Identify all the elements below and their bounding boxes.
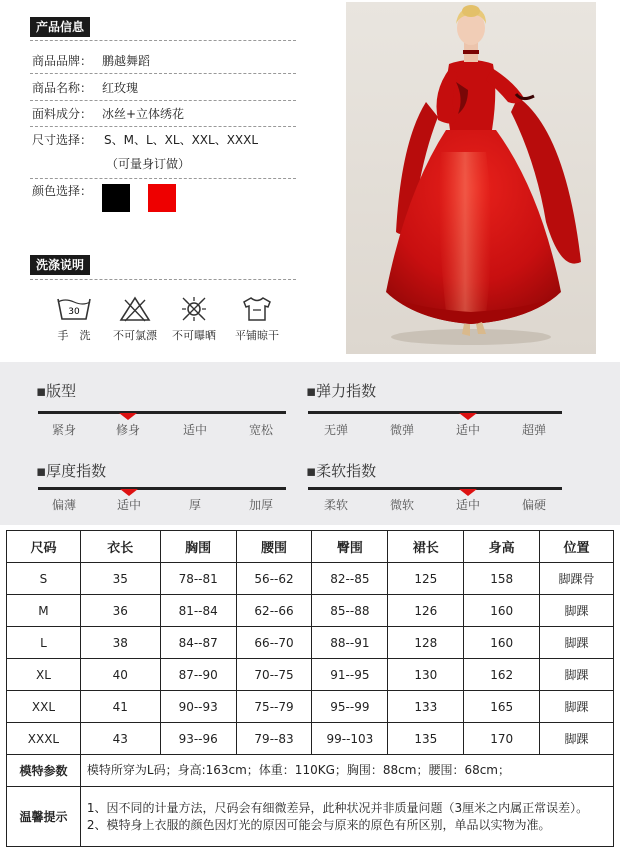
info-key: 尺寸选择： bbox=[32, 133, 93, 147]
property-title-text: 弹力指数 bbox=[316, 382, 377, 400]
table-cell: 90--93 bbox=[160, 691, 236, 723]
table-cell: 脚踝 bbox=[540, 691, 614, 723]
tips-label: 温馨提示 bbox=[7, 787, 81, 847]
scale-option: 超弹 bbox=[521, 423, 546, 437]
table-header-row bbox=[7, 531, 614, 563]
size-chart-table bbox=[6, 530, 614, 847]
table-cell: 78--81 bbox=[160, 563, 236, 595]
info-value: 红玫瑰 bbox=[102, 81, 139, 95]
dress-model-image bbox=[346, 2, 596, 354]
table-cell: 158 bbox=[464, 563, 540, 595]
divider bbox=[30, 279, 296, 280]
scale-indicator bbox=[459, 413, 477, 420]
table-cell: 56--62 bbox=[236, 563, 312, 595]
divider bbox=[30, 178, 296, 179]
divider bbox=[30, 100, 296, 101]
table-cell: L bbox=[7, 627, 81, 659]
table-cell: XXXL bbox=[7, 723, 81, 755]
property-title: ▪厚度指数 bbox=[36, 462, 107, 480]
model-params-label: 模特参数 bbox=[7, 755, 81, 787]
table-header: 臀围 bbox=[312, 531, 388, 563]
table-cell: 38 bbox=[80, 627, 160, 659]
model-params-row bbox=[7, 755, 614, 787]
wash-item bbox=[228, 296, 286, 343]
table-header: 尺码 bbox=[7, 531, 81, 563]
color-key: 颜色选择： bbox=[32, 184, 93, 198]
table-cell: 41 bbox=[80, 691, 160, 723]
product-info-tag: 产品信息 bbox=[30, 17, 90, 37]
info-row-fabric bbox=[32, 103, 296, 127]
scale-option: 修身 bbox=[115, 423, 140, 437]
table-cell: 81--84 bbox=[160, 595, 236, 627]
property-title-text: 柔软指数 bbox=[316, 462, 377, 480]
table-cell: 66--70 bbox=[236, 627, 312, 659]
dry-flat-icon bbox=[240, 296, 274, 322]
scale-option: 无弹 bbox=[323, 423, 348, 437]
model-params-text: 模特所穿为L码；身高:163cm；体重：110KG；胸围：88cm；腰围：68cm； bbox=[80, 755, 613, 787]
scale-bar bbox=[38, 411, 286, 414]
wash-label: 手 洗 bbox=[57, 329, 91, 342]
table-cell: XXL bbox=[7, 691, 81, 723]
tips-text bbox=[80, 787, 613, 847]
table-row bbox=[7, 723, 614, 755]
wash-label: 不可曝晒 bbox=[172, 329, 216, 342]
color-swatch-red[interactable] bbox=[148, 184, 176, 212]
table-cell: 95--99 bbox=[312, 691, 388, 723]
scale-bar bbox=[38, 487, 286, 490]
color-swatch-black[interactable] bbox=[102, 184, 130, 212]
table-cell: 87--90 bbox=[160, 659, 236, 691]
table-cell: 43 bbox=[80, 723, 160, 755]
table-header: 位置 bbox=[540, 531, 614, 563]
wash-tag: 洗涤说明 bbox=[30, 255, 90, 275]
size-note: （可量身订做） bbox=[106, 157, 191, 171]
table-header: 腰围 bbox=[236, 531, 312, 563]
table-cell: 170 bbox=[464, 723, 540, 755]
info-row-brand bbox=[32, 50, 296, 74]
table-cell: 36 bbox=[80, 595, 160, 627]
info-key: 商品品牌： bbox=[32, 54, 93, 68]
table-row bbox=[7, 627, 614, 659]
table-cell: 88--91 bbox=[312, 627, 388, 659]
table-cell: 126 bbox=[388, 595, 464, 627]
scale-indicator bbox=[120, 489, 138, 496]
tips-line-1: 1、因不同的计量方法，尺码会有细微差异，此种状况并非质量问题（3厘米之内属正常误差）。 bbox=[86, 800, 589, 815]
table-header: 身高 bbox=[464, 531, 540, 563]
info-value: 冰丝+立体绣花 bbox=[102, 107, 185, 121]
table-cell: 165 bbox=[464, 691, 540, 723]
table-cell: 82--85 bbox=[312, 563, 388, 595]
no-bleach-icon bbox=[119, 296, 151, 322]
property-title-text: 版型 bbox=[46, 382, 77, 400]
table-cell: 160 bbox=[464, 627, 540, 659]
hand-wash-30-icon bbox=[56, 296, 92, 322]
table-cell: 135 bbox=[388, 723, 464, 755]
scale-option: 宽松 bbox=[248, 423, 273, 437]
table-cell: 70--75 bbox=[236, 659, 312, 691]
table-cell: S bbox=[7, 563, 81, 595]
table-cell: 91--95 bbox=[312, 659, 388, 691]
tips-line-2: 2、模特身上衣服的颜色因灯光的原因可能会与原来的原色有所区别，单品以实物为准。 bbox=[86, 817, 551, 832]
table-row bbox=[7, 595, 614, 627]
info-row-size bbox=[32, 129, 296, 153]
table-cell: 128 bbox=[388, 627, 464, 659]
tips-row bbox=[7, 787, 614, 847]
scale-option: 适中 bbox=[455, 498, 480, 512]
table-cell: XL bbox=[7, 659, 81, 691]
scale-option: 偏薄 bbox=[51, 498, 76, 512]
table-row bbox=[7, 691, 614, 723]
table-cell: 133 bbox=[388, 691, 464, 723]
table-cell: 脚踝 bbox=[540, 723, 614, 755]
info-value: S、M、L、XL、XXL、XXXL bbox=[104, 133, 259, 147]
property-title: ▪柔软指数 bbox=[306, 462, 377, 480]
table-row bbox=[7, 563, 614, 595]
table-header: 胸围 bbox=[160, 531, 236, 563]
scale-indicator bbox=[119, 413, 137, 420]
table-cell: 99--103 bbox=[312, 723, 388, 755]
info-key: 面料成分： bbox=[32, 107, 93, 121]
table-cell: M bbox=[7, 595, 81, 627]
table-cell: 62--66 bbox=[236, 595, 312, 627]
divider bbox=[30, 73, 296, 74]
wash-label: 平铺晾干 bbox=[235, 329, 279, 342]
property-title: ▪版型 bbox=[36, 382, 77, 400]
scale-indicator bbox=[459, 489, 477, 496]
wash-badge: 30 bbox=[68, 307, 80, 317]
table-cell: 125 bbox=[388, 563, 464, 595]
table-cell: 162 bbox=[464, 659, 540, 691]
scale-bar bbox=[308, 487, 562, 490]
no-sun-dry-icon bbox=[178, 296, 210, 322]
table-cell: 脚踝 bbox=[540, 659, 614, 691]
wash-item bbox=[45, 296, 103, 343]
table-cell: 脚踝 bbox=[540, 595, 614, 627]
property-title-text: 厚度指数 bbox=[46, 462, 107, 480]
table-cell: 79--83 bbox=[236, 723, 312, 755]
scale-option: 偏硬 bbox=[521, 498, 546, 512]
scale-option: 微弹 bbox=[389, 423, 414, 437]
table-cell: 35 bbox=[80, 563, 160, 595]
scale-option: 紧身 bbox=[51, 423, 76, 437]
scale-option: 适中 bbox=[182, 423, 207, 437]
scale-option: 微软 bbox=[389, 498, 414, 512]
table-cell: 脚踝骨 bbox=[540, 563, 614, 595]
table-cell: 75--79 bbox=[236, 691, 312, 723]
scale-bar bbox=[308, 411, 562, 414]
wash-item bbox=[106, 296, 164, 343]
table-header: 衣长 bbox=[80, 531, 160, 563]
table-cell: 40 bbox=[80, 659, 160, 691]
wash-item bbox=[165, 296, 223, 343]
table-cell: 85--88 bbox=[312, 595, 388, 627]
table-cell: 脚踝 bbox=[540, 627, 614, 659]
info-value: 鹏越舞蹈 bbox=[102, 54, 151, 68]
property-title: ▪弹力指数 bbox=[306, 382, 377, 400]
table-cell: 93--96 bbox=[160, 723, 236, 755]
scale-option: 厚 bbox=[188, 498, 201, 512]
table-header: 裙长 bbox=[388, 531, 464, 563]
scale-option: 柔软 bbox=[323, 498, 348, 512]
table-cell: 160 bbox=[464, 595, 540, 627]
table-row bbox=[7, 659, 614, 691]
divider bbox=[30, 126, 296, 127]
scale-option: 适中 bbox=[116, 498, 141, 512]
wash-label: 不可氯漂 bbox=[113, 329, 157, 342]
scale-option: 适中 bbox=[455, 423, 480, 437]
table-cell: 84--87 bbox=[160, 627, 236, 659]
divider bbox=[30, 40, 296, 41]
info-row-name bbox=[32, 77, 296, 101]
info-key: 商品名称： bbox=[32, 81, 93, 95]
scale-option: 加厚 bbox=[248, 498, 273, 512]
product-photo bbox=[346, 2, 596, 354]
table-cell: 130 bbox=[388, 659, 464, 691]
